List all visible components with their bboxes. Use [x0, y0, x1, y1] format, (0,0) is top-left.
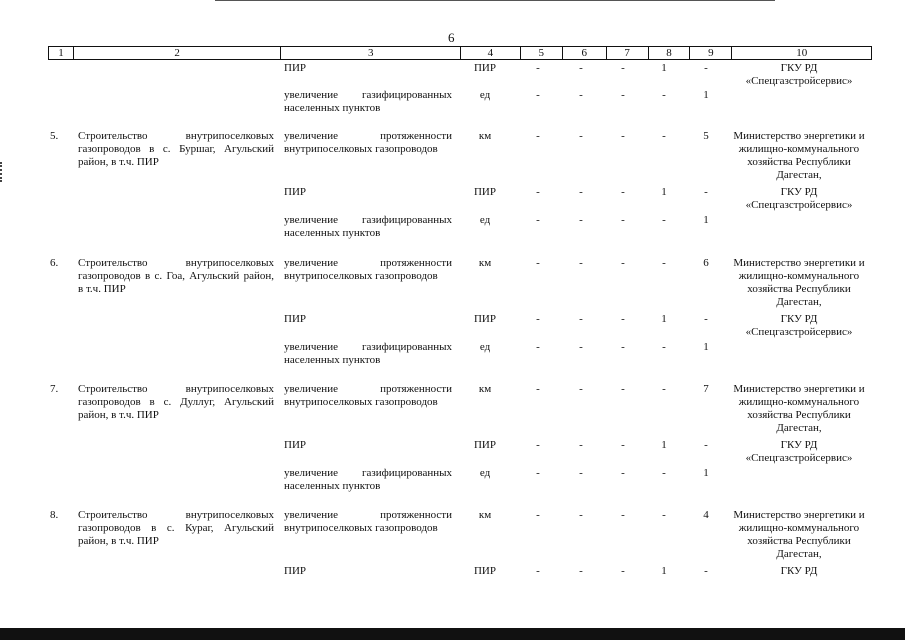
indicator-name: увеличение газифицированных населенных пунктов — [284, 467, 452, 492]
indicator-name: увеличение газифицированных населенных пунктов — [284, 341, 452, 366]
indicator-name: увеличение протяженности внутрипоселковых газопроводов — [284, 257, 452, 282]
value-col-7: - — [621, 383, 625, 395]
value-col-9: 1 — [703, 341, 709, 353]
responsible-executor: Министерство энергетики и жилищно-коммунального хозяйства Республики Дагестан, — [733, 509, 865, 560]
indicator-name: ПИР — [284, 62, 307, 74]
header-col-8: 8 — [648, 47, 690, 59]
responsible-executor: Министерство энергетики и жилищно-коммунального хозяйства Республики Дагестан, — [733, 257, 865, 308]
table-header — [48, 46, 872, 60]
header-col-4: 4 — [460, 47, 520, 59]
header-col-6: 6 — [562, 47, 606, 59]
indicator-name: увеличение газифицированных населенных пунктов — [284, 89, 452, 114]
value-col-6: - — [579, 383, 583, 395]
value-col-5: - — [536, 341, 540, 353]
value-col-5: - — [536, 467, 540, 479]
unit-of-measure: ПИР — [473, 62, 496, 74]
value-col-7: - — [621, 89, 625, 101]
object-name: Строительство внутрипоселковых газопроводов в с. Буршаг, Агульский район, в т.ч. ПИР — [78, 130, 274, 168]
value-col-7: - — [621, 214, 625, 226]
value-col-8: 1 — [661, 439, 667, 451]
responsible-executor: ГКУ РД «Спецгазстройсервис» — [745, 62, 853, 87]
value-col-5: - — [536, 257, 540, 269]
responsible-executor: ГКУ РД «Спецгазстройсервис» — [745, 186, 853, 211]
value-col-6: - — [579, 439, 583, 451]
value-col-5: - — [536, 62, 540, 74]
row-number: 7. — [50, 383, 59, 395]
value-col-9: - — [704, 439, 708, 451]
responsible-executor: ГКУ РД — [780, 565, 818, 577]
value-col-6: - — [579, 89, 583, 101]
value-col-6: - — [579, 509, 583, 521]
object-name: Строительство внутрипоселковых газопроводов в с. Гоа, Агульский район, в т.ч. ПИР — [78, 257, 274, 295]
value-col-5: - — [536, 565, 540, 577]
value-col-8: - — [662, 257, 666, 269]
value-col-5: - — [536, 313, 540, 325]
value-col-9: 5 — [703, 130, 709, 142]
value-col-7: - — [621, 439, 625, 451]
value-col-7: - — [621, 313, 625, 325]
value-col-6: - — [579, 313, 583, 325]
header-col-1: 1 — [58, 47, 64, 59]
indicator-name: увеличение протяженности внутрипоселковых газопроводов — [284, 130, 452, 155]
value-col-8: 1 — [661, 186, 667, 198]
header-col-2: 2 — [73, 47, 280, 59]
value-col-5: - — [536, 130, 540, 142]
value-col-9: 1 — [703, 467, 709, 479]
value-col-7: - — [621, 130, 625, 142]
indicator-name: увеличение газифицированных населенных пунктов — [284, 214, 452, 239]
value-col-5: - — [536, 214, 540, 226]
unit-of-measure: ед — [479, 467, 491, 479]
value-col-7: - — [621, 509, 625, 521]
unit-of-measure: ПИР — [473, 186, 496, 198]
value-col-9: - — [704, 565, 708, 577]
unit-of-measure: км — [478, 130, 492, 142]
value-col-6: - — [579, 565, 583, 577]
value-col-7: - — [621, 341, 625, 353]
header-col-3: 3 — [280, 47, 460, 59]
value-col-8: - — [662, 509, 666, 521]
header-col-5: 5 — [520, 47, 562, 59]
value-col-9: - — [704, 62, 708, 74]
indicator-name: увеличение протяженности внутрипоселковых газопроводов — [284, 383, 452, 408]
row-number: 6. — [50, 257, 59, 269]
value-col-5: - — [536, 439, 540, 451]
value-col-8: 1 — [661, 313, 667, 325]
value-col-7: - — [621, 467, 625, 479]
value-col-8: - — [662, 383, 666, 395]
value-col-9: 4 — [703, 509, 709, 521]
header-col-9: 9 — [689, 47, 731, 59]
unit-of-measure: ПИР — [473, 565, 496, 577]
margin-mark — [0, 162, 4, 182]
value-col-8: 1 — [661, 565, 667, 577]
row-number: 8. — [50, 509, 59, 521]
value-col-7: - — [621, 186, 625, 198]
object-name: Строительство внутрипоселковых газопроводов в с. Кураг, Агульский район, в т.ч. ПИР — [78, 509, 274, 547]
value-col-9: 1 — [703, 214, 709, 226]
value-col-6: - — [579, 130, 583, 142]
responsible-executor: Министерство энергетики и жилищно-коммунального хозяйства Республики Дагестан, — [733, 383, 865, 434]
row-number: 5. — [50, 130, 59, 142]
value-col-7: - — [621, 565, 625, 577]
indicator-name: ПИР — [284, 565, 307, 577]
value-col-9: 6 — [703, 257, 709, 269]
responsible-executor: ГКУ РД «Спецгазстройсервис» — [745, 313, 853, 338]
value-col-9: 1 — [703, 89, 709, 101]
value-col-5: - — [536, 186, 540, 198]
value-col-6: - — [579, 62, 583, 74]
value-col-9: - — [704, 186, 708, 198]
header-col-10: 10 — [731, 47, 871, 59]
value-col-8: - — [662, 341, 666, 353]
value-col-9: - — [704, 313, 708, 325]
value-col-5: - — [536, 509, 540, 521]
indicator-name: ПИР — [284, 439, 307, 451]
unit-of-measure: км — [478, 257, 492, 269]
indicator-name: ПИР — [284, 186, 307, 198]
top-border-line — [215, 0, 775, 1]
scan-bottom-edge — [0, 628, 905, 640]
value-col-8: 1 — [661, 62, 667, 74]
value-col-8: - — [662, 130, 666, 142]
responsible-executor: Министерство энергетики и жилищно-коммунального хозяйства Республики Дагестан, — [733, 130, 865, 181]
unit-of-measure: км — [478, 383, 492, 395]
value-col-5: - — [536, 383, 540, 395]
value-col-6: - — [579, 467, 583, 479]
unit-of-measure: ПИР — [473, 313, 496, 325]
value-col-6: - — [579, 257, 583, 269]
unit-of-measure: ПИР — [473, 439, 496, 451]
unit-of-measure: ед — [479, 214, 491, 226]
value-col-6: - — [579, 186, 583, 198]
value-col-5: - — [536, 89, 540, 101]
unit-of-measure: ед — [479, 341, 491, 353]
responsible-executor: ГКУ РД «Спецгазстройсервис» — [745, 439, 853, 464]
indicator-name: ПИР — [284, 313, 307, 325]
page-number: 6 — [448, 30, 455, 45]
unit-of-measure: ед — [479, 89, 491, 101]
object-name: Строительство внутрипоселковых газопроводов в с. Дуллуг, Агульский район, в т.ч. ПИР — [78, 383, 274, 421]
header-col-7: 7 — [606, 47, 648, 59]
value-col-6: - — [579, 214, 583, 226]
indicator-name: увеличение протяженности внутрипоселковых газопроводов — [284, 509, 452, 534]
value-col-7: - — [621, 257, 625, 269]
unit-of-measure: км — [478, 509, 492, 521]
value-col-9: 7 — [703, 383, 709, 395]
value-col-8: - — [662, 89, 666, 101]
value-col-6: - — [579, 341, 583, 353]
value-col-8: - — [662, 467, 666, 479]
value-col-7: - — [621, 62, 625, 74]
value-col-8: - — [662, 214, 666, 226]
